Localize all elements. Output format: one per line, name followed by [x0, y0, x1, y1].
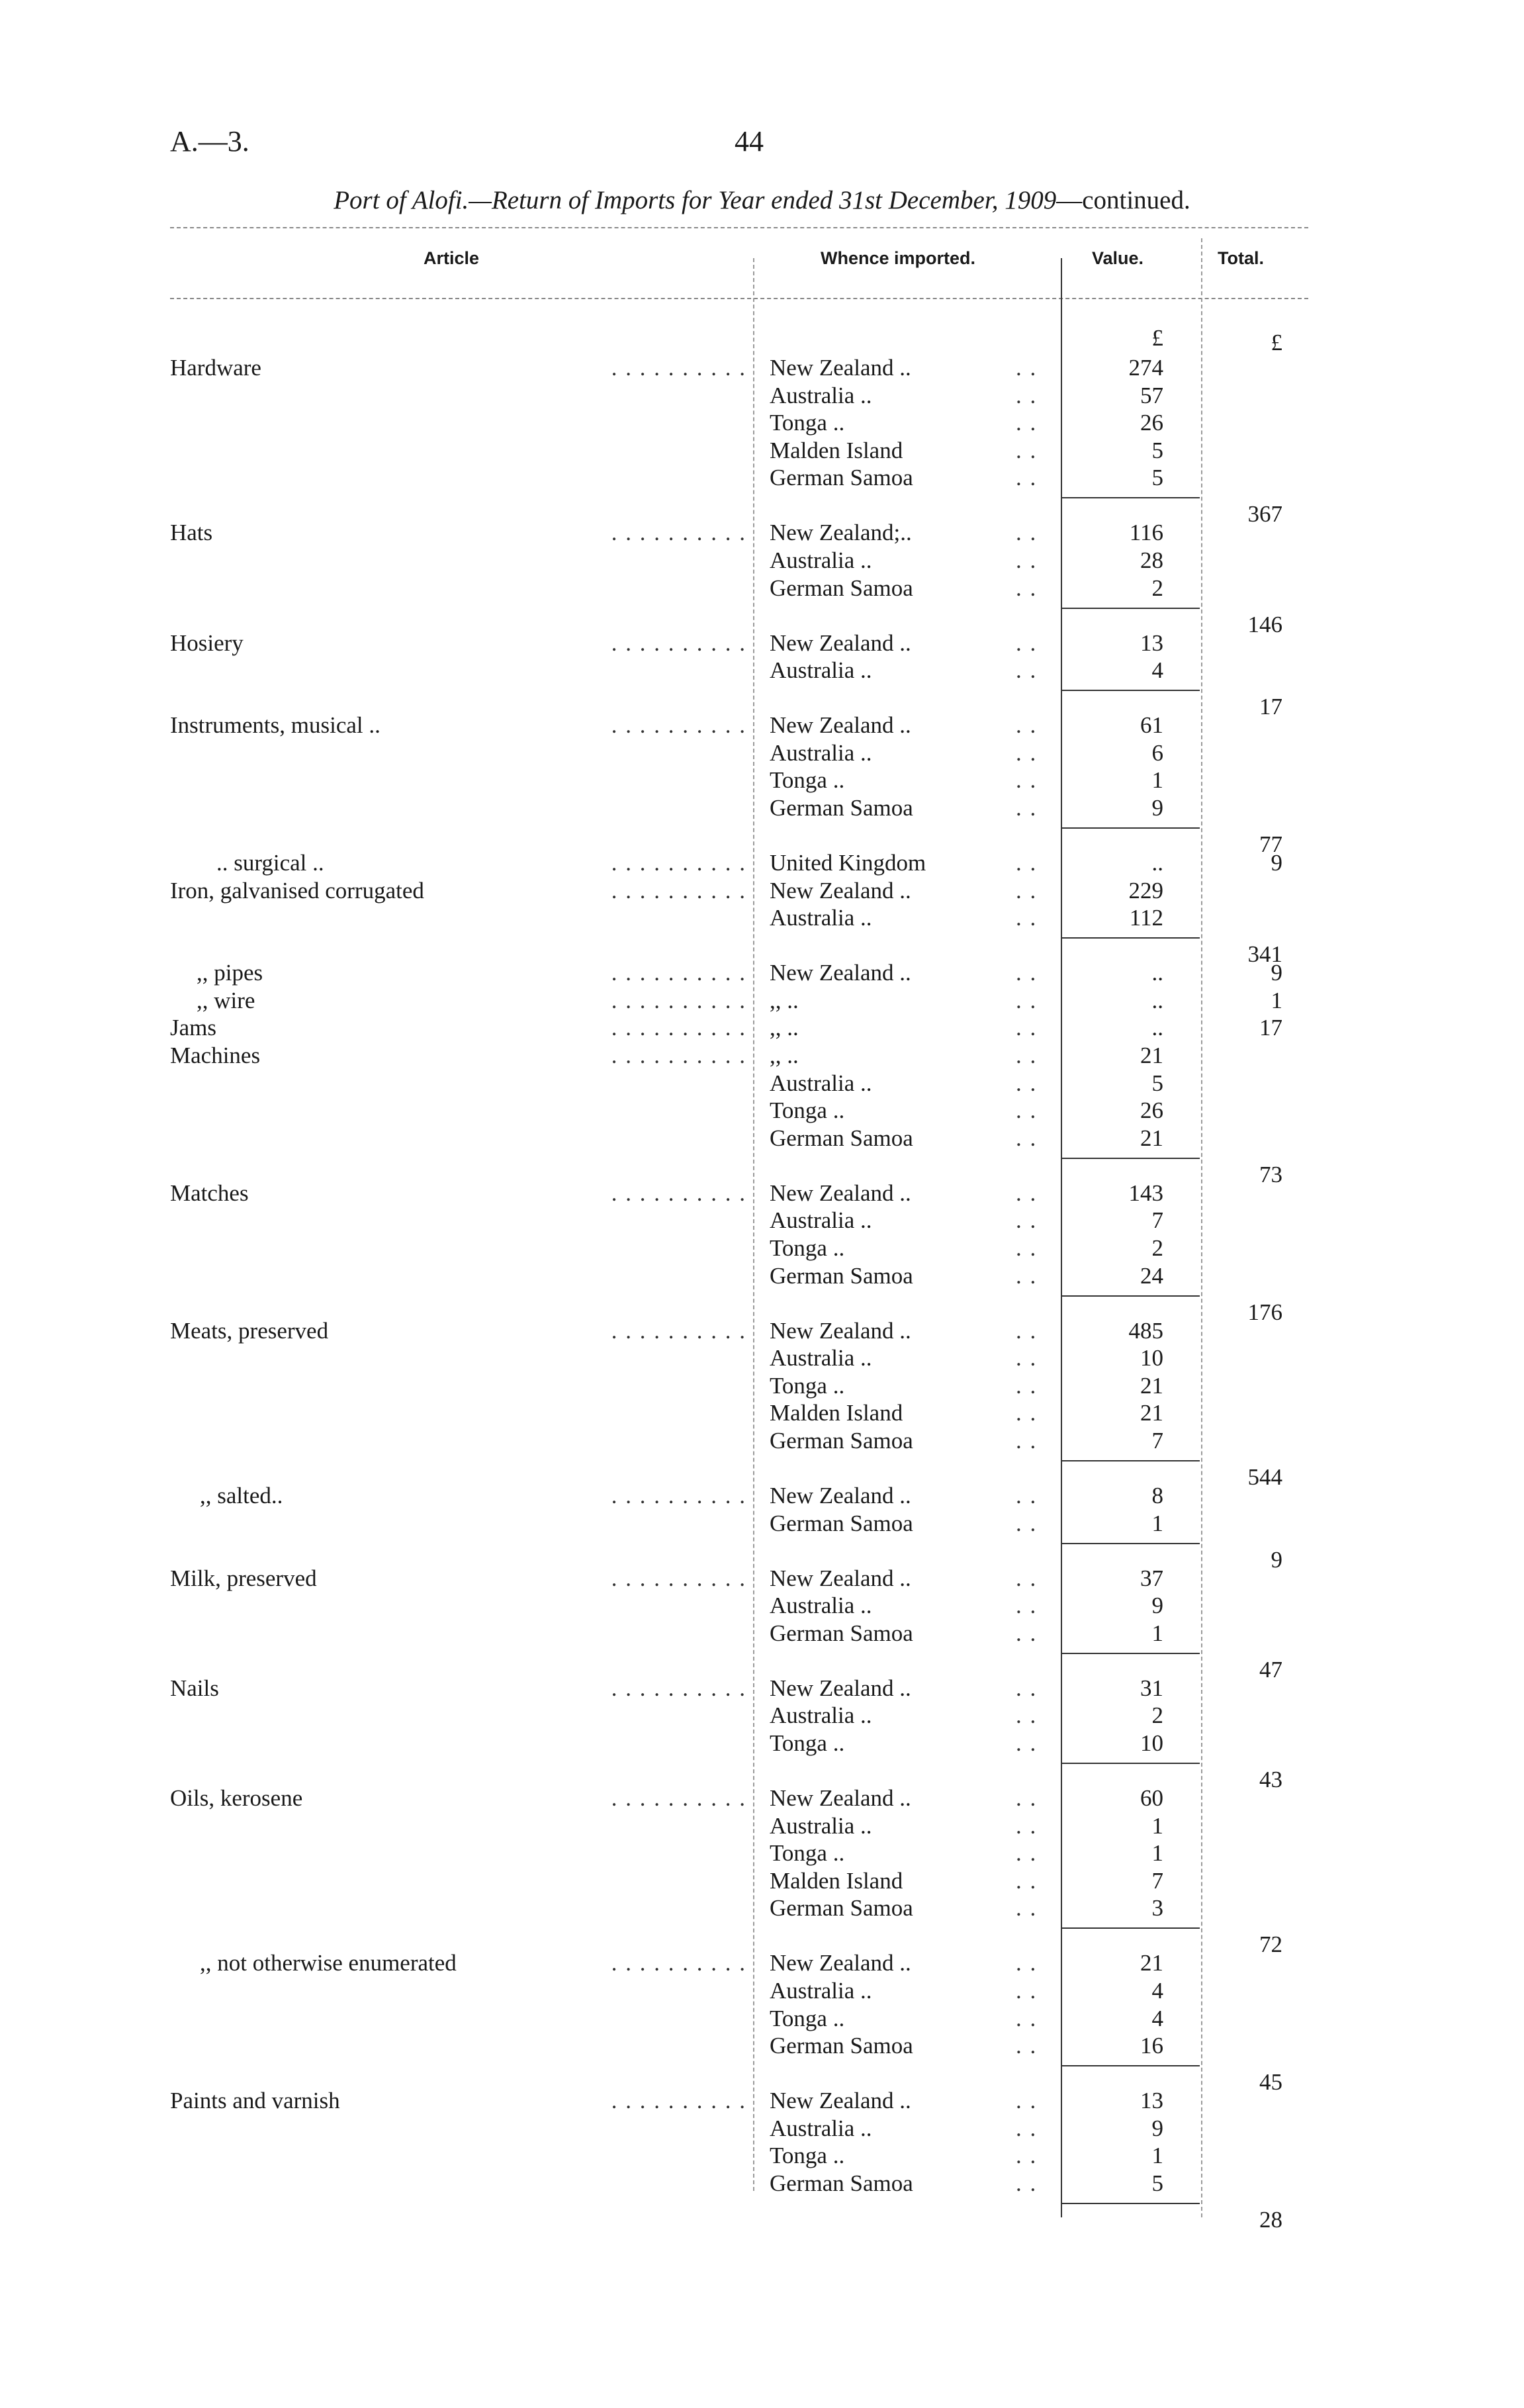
whence-leader-dots: . . [1016, 410, 1038, 436]
whence-country: Tonga .. [770, 1372, 845, 1399]
article-label: Oils, kerosene [170, 1785, 303, 1811]
whence-country: Tonga .. [770, 767, 845, 794]
whence-leader-dots: . . [1016, 739, 1038, 766]
value-subtotal-rule [1061, 608, 1200, 609]
group-total: 43 [1259, 1767, 1282, 1792]
value-amount: 274 [1128, 355, 1163, 381]
whence-leader-dots: . . [1016, 1565, 1038, 1591]
article-leader-dots: . . . . . . . . . . [611, 1015, 746, 1041]
value-amount: 8 [1151, 1483, 1163, 1508]
page-number: 44 [735, 125, 764, 158]
whence-country: German Samoa [770, 2170, 913, 2196]
whence-country: United Kingdom [770, 850, 926, 876]
whence-country: Australia .. [770, 547, 872, 573]
value-amount: 9 [1151, 2115, 1163, 2141]
whence-country: New Zealand .. [770, 712, 911, 739]
whence-country: New Zealand .. [770, 629, 911, 656]
value-subtotal-rule [1061, 1460, 1200, 1461]
group-total: 9 [1271, 1546, 1282, 1573]
article-leader-dots: . . . . . . . . . . [611, 877, 746, 903]
whence-country: German Samoa [770, 1895, 913, 1922]
article-label: Hardware [170, 355, 261, 381]
article-label: Hats [170, 520, 213, 546]
article-label: ,, salted.. [200, 1483, 283, 1508]
whence-leader-dots: . . [1016, 1895, 1038, 1922]
value-subtotal-rule [1061, 497, 1200, 498]
article-label: Matches [170, 1180, 249, 1206]
value-amount: 6 [1151, 739, 1163, 766]
article-leader-dots: . . . . . . . . . . [611, 850, 746, 876]
whence-country: German Samoa [770, 465, 913, 491]
whence-country: Australia .. [770, 1702, 872, 1729]
whence-leader-dots: . . [1016, 1730, 1038, 1756]
value-amount: 112 [1129, 905, 1163, 931]
column-header-whence: Whence imported. [821, 248, 976, 268]
article-label: Jams [170, 1015, 216, 1041]
value-subtotal-rule [1061, 827, 1200, 829]
whence-country: New Zealand .. [770, 1317, 911, 1344]
whence-leader-dots: . . [1016, 1978, 1038, 2004]
value-amount: 9 [1151, 795, 1163, 821]
whence-leader-dots: . . [1016, 1345, 1038, 1371]
value-amount: 229 [1128, 877, 1163, 903]
value-amount: 5 [1151, 2170, 1163, 2196]
value-amount: 21 [1140, 1400, 1163, 1426]
value-amount: 2 [1151, 1702, 1163, 1729]
whence-leader-dots: . . [1016, 2088, 1038, 2114]
whence-leader-dots: . . [1016, 1483, 1038, 1508]
whence-leader-dots: . . [1016, 1015, 1038, 1041]
whence-country: Tonga .. [770, 2143, 845, 2169]
whence-leader-dots: . . [1016, 2115, 1038, 2141]
value-amount: 2 [1151, 1235, 1163, 1261]
whence-leader-dots: . . [1016, 2170, 1038, 2196]
whence-country: New Zealand .. [770, 960, 911, 986]
whence-country: New Zealand .. [770, 1785, 911, 1811]
whence-country: New Zealand .. [770, 1180, 911, 1206]
article-leader-dots: . . . . . . . . . . [611, 960, 746, 986]
whence-leader-dots: . . [1016, 1180, 1038, 1206]
whence-leader-dots: . . [1016, 629, 1038, 656]
whence-leader-dots: . . [1016, 1207, 1038, 1234]
whence-leader-dots: . . [1016, 1785, 1038, 1811]
whence-leader-dots: . . [1016, 520, 1038, 546]
whence-country: Australia .. [770, 905, 872, 931]
whence-country: Australia .. [770, 1593, 872, 1619]
column-header-article: Article [424, 248, 480, 268]
value-subtotal-rule [1061, 1763, 1200, 1764]
value-amount: 7 [1151, 1428, 1163, 1454]
value-amount: .. [1151, 960, 1163, 986]
article-label: Iron, galvanised corrugated [170, 877, 424, 903]
whence-country: Malden Island [770, 1400, 903, 1426]
article-label: Meats, preserved [170, 1317, 329, 1344]
group-total: 45 [1259, 2069, 1282, 2096]
group-total: 28 [1259, 2207, 1282, 2233]
whence-country: Tonga .. [770, 1235, 845, 1261]
whence-leader-dots: . . [1016, 657, 1038, 684]
article-leader-dots: . . . . . . . . . . [611, 987, 746, 1013]
whence-leader-dots: . . [1016, 465, 1038, 491]
table-title-italic: Port of Alofi.—Return of Imports for Year ended 31st December, 1909 [334, 186, 1057, 214]
value-amount: 13 [1140, 2088, 1163, 2114]
article-leader-dots: . . . . . . . . . . [611, 1483, 746, 1508]
whence-country: New Zealand .. [770, 1675, 911, 1701]
whence-country: New Zealand .. [770, 877, 911, 903]
article-leader-dots: . . . . . . . . . . [611, 2088, 746, 2114]
group-total: 176 [1247, 1299, 1282, 1325]
group-total: 77 [1259, 831, 1282, 857]
whence-country: ,, .. [770, 1042, 799, 1068]
group-total: 1 [1271, 987, 1282, 1013]
whence-country: German Samoa [770, 1510, 913, 1536]
article-leader-dots: . . . . . . . . . . [611, 629, 746, 656]
whence-leader-dots: . . [1016, 1428, 1038, 1454]
whence-leader-dots: . . [1016, 1372, 1038, 1399]
whence-leader-dots: . . [1016, 1400, 1038, 1426]
whence-country: Tonga .. [770, 1840, 845, 1867]
whence-leader-dots: . . [1016, 547, 1038, 573]
table-title-suffix: —continued. [1056, 186, 1190, 214]
value-amount: 4 [1151, 657, 1163, 684]
group-total: 146 [1247, 611, 1282, 637]
whence-country: Australia .. [770, 2115, 872, 2141]
whence-country: German Samoa [770, 1428, 913, 1454]
value-amount: 3 [1151, 1895, 1163, 1922]
whence-leader-dots: . . [1016, 1620, 1038, 1646]
column-header-value: Value. [1092, 248, 1144, 268]
value-amount: 485 [1128, 1317, 1163, 1344]
value-amount: 1 [1151, 1510, 1163, 1536]
whence-leader-dots: . . [1016, 712, 1038, 739]
group-total: 341 [1247, 941, 1282, 968]
value-amount: 1 [1151, 767, 1163, 794]
group-total: 544 [1247, 1464, 1282, 1490]
value-amount: 1 [1151, 1812, 1163, 1839]
whence-country: Australia .. [770, 1207, 872, 1234]
whence-country: New Zealand;.. [770, 520, 912, 546]
whence-country: Tonga .. [770, 410, 845, 436]
value-amount: 60 [1140, 1785, 1163, 1811]
article-label: ,, pipes [197, 960, 263, 986]
value-amount: .. [1151, 987, 1163, 1013]
article-leader-dots: . . . . . . . . . . [611, 1042, 746, 1068]
article-label: Paints and varnish [170, 2088, 340, 2114]
group-total: 9 [1271, 850, 1282, 876]
article-leader-dots: . . . . . . . . . . [611, 1785, 746, 1811]
value-subtotal-rule [1061, 2203, 1200, 2204]
value-amount: 16 [1140, 2033, 1163, 2059]
value-subtotal-rule [1061, 1158, 1200, 1159]
group-total: 17 [1259, 1015, 1282, 1041]
whence-country: New Zealand .. [770, 355, 911, 381]
whence-leader-dots: . . [1016, 1950, 1038, 1976]
whence-country: German Samoa [770, 1620, 913, 1646]
whence-leader-dots: . . [1016, 987, 1038, 1013]
article-label: Instruments, musical .. [170, 712, 381, 739]
whence-country: New Zealand .. [770, 2088, 911, 2114]
whence-leader-dots: . . [1016, 1235, 1038, 1261]
whence-leader-dots: . . [1016, 1317, 1038, 1344]
whence-leader-dots: . . [1016, 2005, 1038, 2031]
whence-country: Australia .. [770, 1070, 872, 1096]
value-amount: 21 [1140, 1372, 1163, 1399]
value-amount: 21 [1140, 1950, 1163, 1976]
value-amount: 9 [1151, 1593, 1163, 1619]
whence-leader-dots: . . [1016, 850, 1038, 876]
article-leader-dots: . . . . . . . . . . [611, 355, 746, 381]
whence-country: Malden Island [770, 1867, 903, 1894]
value-amount: 143 [1128, 1180, 1163, 1206]
article-leader-dots: . . . . . . . . . . [611, 1317, 746, 1344]
value-amount: 57 [1140, 382, 1163, 408]
whence-country: German Samoa [770, 2033, 913, 2059]
document-reference: A.—3. [170, 125, 249, 158]
value-amount: 26 [1140, 1097, 1163, 1124]
whence-country: New Zealand .. [770, 1483, 911, 1508]
value-amount: 10 [1140, 1345, 1163, 1371]
value-subtotal-rule [1061, 1295, 1200, 1297]
value-amount: 24 [1140, 1262, 1163, 1289]
value-subtotal-rule [1061, 937, 1200, 939]
article-label: Machines [170, 1042, 261, 1068]
article-label: ,, not otherwise enumerated [200, 1950, 457, 1976]
whence-country: Australia .. [770, 657, 872, 684]
whence-leader-dots: . . [1016, 1042, 1038, 1068]
whence-leader-dots: . . [1016, 1812, 1038, 1839]
value-amount: 26 [1140, 410, 1163, 436]
group-total: 72 [1259, 1931, 1282, 1958]
whence-country: Tonga .. [770, 1730, 845, 1756]
value-amount: 2 [1151, 575, 1163, 601]
value-amount: 31 [1140, 1675, 1163, 1701]
article-leader-dots: . . . . . . . . . . [611, 520, 746, 546]
whence-leader-dots: . . [1016, 1593, 1038, 1619]
whence-leader-dots: . . [1016, 1262, 1038, 1289]
value-subtotal-rule [1061, 2065, 1200, 2066]
group-total: 47 [1259, 1656, 1282, 1683]
column-header-total: Total. [1218, 248, 1264, 268]
whence-leader-dots: . . [1016, 382, 1038, 408]
value-amount: 4 [1151, 2005, 1163, 2031]
group-total: 17 [1259, 694, 1282, 720]
value-amount: .. [1151, 850, 1163, 876]
value-amount: 10 [1140, 1730, 1163, 1756]
value-amount: 61 [1140, 712, 1163, 739]
value-amount: 5 [1151, 437, 1163, 463]
whence-country: Australia .. [770, 1812, 872, 1839]
article-leader-dots: . . . . . . . . . . [611, 1180, 746, 1206]
whence-leader-dots: . . [1016, 2143, 1038, 2169]
value-amount: 21 [1140, 1125, 1163, 1151]
article-label: Hosiery [170, 629, 244, 656]
whence-leader-dots: . . [1016, 355, 1038, 381]
whence-country: Australia .. [770, 382, 872, 408]
article-leader-dots: . . . . . . . . . . [611, 1675, 746, 1701]
article-leader-dots: . . . . . . . . . . [611, 1950, 746, 1976]
whence-country: Australia .. [770, 739, 872, 766]
value-amount: 1 [1151, 2143, 1163, 2169]
value-amount: 1 [1151, 1840, 1163, 1867]
whence-leader-dots: . . [1016, 905, 1038, 931]
value-amount: 7 [1151, 1867, 1163, 1894]
whence-leader-dots: . . [1016, 1125, 1038, 1151]
value-subtotal-rule [1061, 690, 1200, 691]
whence-leader-dots: . . [1016, 1097, 1038, 1124]
whence-country: ,, .. [770, 987, 799, 1013]
value-amount: 1 [1151, 1620, 1163, 1646]
article-leader-dots: . . . . . . . . . . [611, 1565, 746, 1591]
article-label: ,, wire [197, 987, 255, 1013]
value-amount: 37 [1140, 1565, 1163, 1591]
value-amount: 21 [1140, 1042, 1163, 1068]
value-amount: 4 [1151, 1978, 1163, 2004]
value-amount: .. [1151, 1015, 1163, 1041]
value-currency-symbol: £ [1151, 325, 1163, 351]
group-total: 367 [1247, 501, 1282, 528]
whence-country: German Samoa [770, 575, 913, 601]
whence-leader-dots: . . [1016, 2033, 1038, 2059]
group-total: 9 [1271, 960, 1282, 986]
whence-leader-dots: . . [1016, 1702, 1038, 1729]
value-subtotal-rule [1061, 1543, 1200, 1544]
article-label: .. surgical .. [216, 850, 324, 876]
whence-leader-dots: . . [1016, 795, 1038, 821]
article-label: Milk, preserved [170, 1565, 317, 1591]
whence-country: German Samoa [770, 795, 913, 821]
whence-leader-dots: . . [1016, 575, 1038, 601]
value-amount: 116 [1129, 520, 1163, 546]
value-amount: 13 [1140, 629, 1163, 656]
whence-country: Tonga .. [770, 1097, 845, 1124]
value-amount: 5 [1151, 465, 1163, 491]
whence-leader-dots: . . [1016, 1070, 1038, 1096]
whence-country: Australia .. [770, 1345, 872, 1371]
total-currency-symbol: £ [1271, 330, 1282, 355]
article-leader-dots: . . . . . . . . . . [611, 712, 746, 739]
group-total: 73 [1259, 1161, 1282, 1187]
whence-country: Malden Island [770, 437, 903, 463]
whence-leader-dots: . . [1016, 1510, 1038, 1536]
whence-leader-dots: . . [1016, 437, 1038, 463]
whence-leader-dots: . . [1016, 877, 1038, 903]
value-amount: 7 [1151, 1207, 1163, 1234]
article-label: Nails [170, 1675, 219, 1701]
whence-country: New Zealand .. [770, 1950, 911, 1976]
value-subtotal-rule [1061, 1653, 1200, 1654]
whence-leader-dots: . . [1016, 1867, 1038, 1894]
whence-country: German Samoa [770, 1125, 913, 1151]
value-amount: 5 [1151, 1070, 1163, 1096]
whence-country: New Zealand .. [770, 1565, 911, 1591]
whence-leader-dots: . . [1016, 767, 1038, 794]
value-subtotal-rule [1061, 1927, 1200, 1929]
whence-country: German Samoa [770, 1262, 913, 1289]
whence-leader-dots: . . [1016, 1840, 1038, 1867]
whence-leader-dots: . . [1016, 960, 1038, 986]
whence-leader-dots: . . [1016, 1675, 1038, 1701]
value-amount: 28 [1140, 547, 1163, 573]
whence-country: Australia .. [770, 1978, 872, 2004]
whence-country: Tonga .. [770, 2005, 845, 2031]
whence-country: ,, .. [770, 1015, 799, 1041]
